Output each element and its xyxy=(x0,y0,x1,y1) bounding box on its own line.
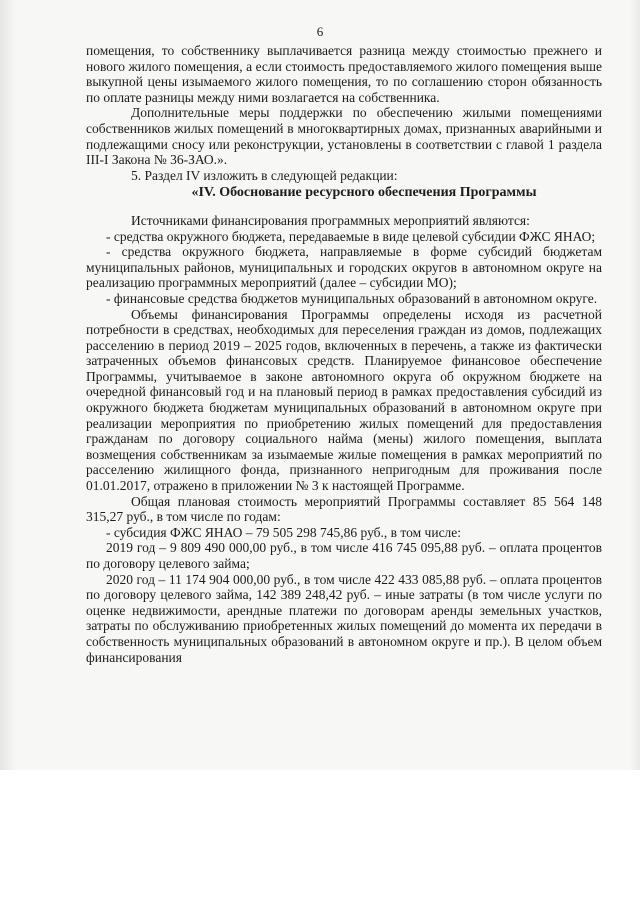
list-item-year-2019: 2019 год – 9 809 490 000,00 руб., в том числе 416 745 095,88 руб. – оплата процентов по договору целевого займа; xyxy=(86,540,602,571)
page-number: 6 xyxy=(316,24,324,39)
list-item-funding-municipal: - финансовые средства бюджетов муниципальных образований в автономном округе. xyxy=(106,290,598,306)
section-heading: «IV. Обоснование ресурсного обеспечения Программы xyxy=(191,185,537,201)
list-item-year-2020: 2020 год – 11 174 904 000,00 руб., в том числе 422 433 085,88 руб. – оплата процентов по договору целевого займа, 142 389 248,42 руб. – иные затраты (в том числе услуги по оценке недвижимости, арендные платежи по договорам аренды земельных участков, затраты по обслуживанию приобретенных жилых помещений до момента их передачи в собственность муниципальных образований в автономном округе и пр.). В целом объем финансирования xyxy=(86,571,602,665)
list-item-funding-subsidies-mo: - средства окружного бюджета, направляемые в форме субсидий бюджетам муниципальных районов, муниципальных и городских округов в автономном округе на реализацию программных мероприятий (далее – субсидии МО); xyxy=(86,244,602,291)
paragraph-funding-sources-intro: Источниками финансирования программных мероприятий являются: xyxy=(131,212,530,228)
paragraph-total-cost: Общая плановая стоимость мероприятий Программы составляет 85 564 148 315,27 руб., в том числе по годам: xyxy=(86,493,602,525)
paragraph-funding-volumes: Объемы финансирования Программы определены исходя из расчетной потребности в средствах, необходимых для переселения граждан из домов, подлежащих расселению в период 2019 – 2025 годов, включенных в перечень, а также из фактически затраченных объемов финансовых средств. Планируемое финансовое обеспечение Программы, учитываемое в законе автономного округа об окружном бюджете на очередной финансовый год и на плановый период в рамках предоставления субсидий из окружного бюджета бюджетам муниципальных образований в автономном округе при реализации мероприятия по приобретению жилых помещений для предоставления гражданам по договору социального найма (мены) жилого помещения, выплата возмещения собственникам за изымаемые жилые помещения в рамках мероприятий по расселению жилищного фонда, признанного непригодным для проживания после 01.01.2017, отражено в приложении № 3 к настоящей Программе. xyxy=(86,306,602,494)
paragraph-support-measures: Дополнительные меры поддержки по обеспечению жилыми помещениями собственников жилых помещений в многоквартирных домах, признанных аварийными и подлежащими сносу или реконструкции, установлены в соответствии с главой 1 раздела III-I Закона № 36-ЗАО.». xyxy=(86,105,602,168)
paragraph-continuation: помещения, то собственнику выплачивается разница между стоимостью прежнего и нового жилого помещения, а если стоимость предоставляемого жилого помещения выше выкупной цены изымаемого жилого помещения, то по соглашению сторон обязанность по оплате разницы между ними возлагается на собственника. xyxy=(86,43,602,105)
scan-edge-shadow-left xyxy=(0,0,16,770)
paragraph-amendment-5: 5. Раздел IV изложить в следующей редакции: xyxy=(131,167,398,183)
document-body xyxy=(86,43,602,665)
list-item-funding-fzhs: - средства окружного бюджета, передаваемые в виде целевой субсидии ФЖС ЯНАО; xyxy=(106,228,596,244)
scan-edge-shadow-right xyxy=(630,0,640,770)
list-item-subsidy-fzhs: - субсидия ФЖС ЯНАО – 79 505 298 745,86 руб., в том числе: xyxy=(106,524,462,540)
